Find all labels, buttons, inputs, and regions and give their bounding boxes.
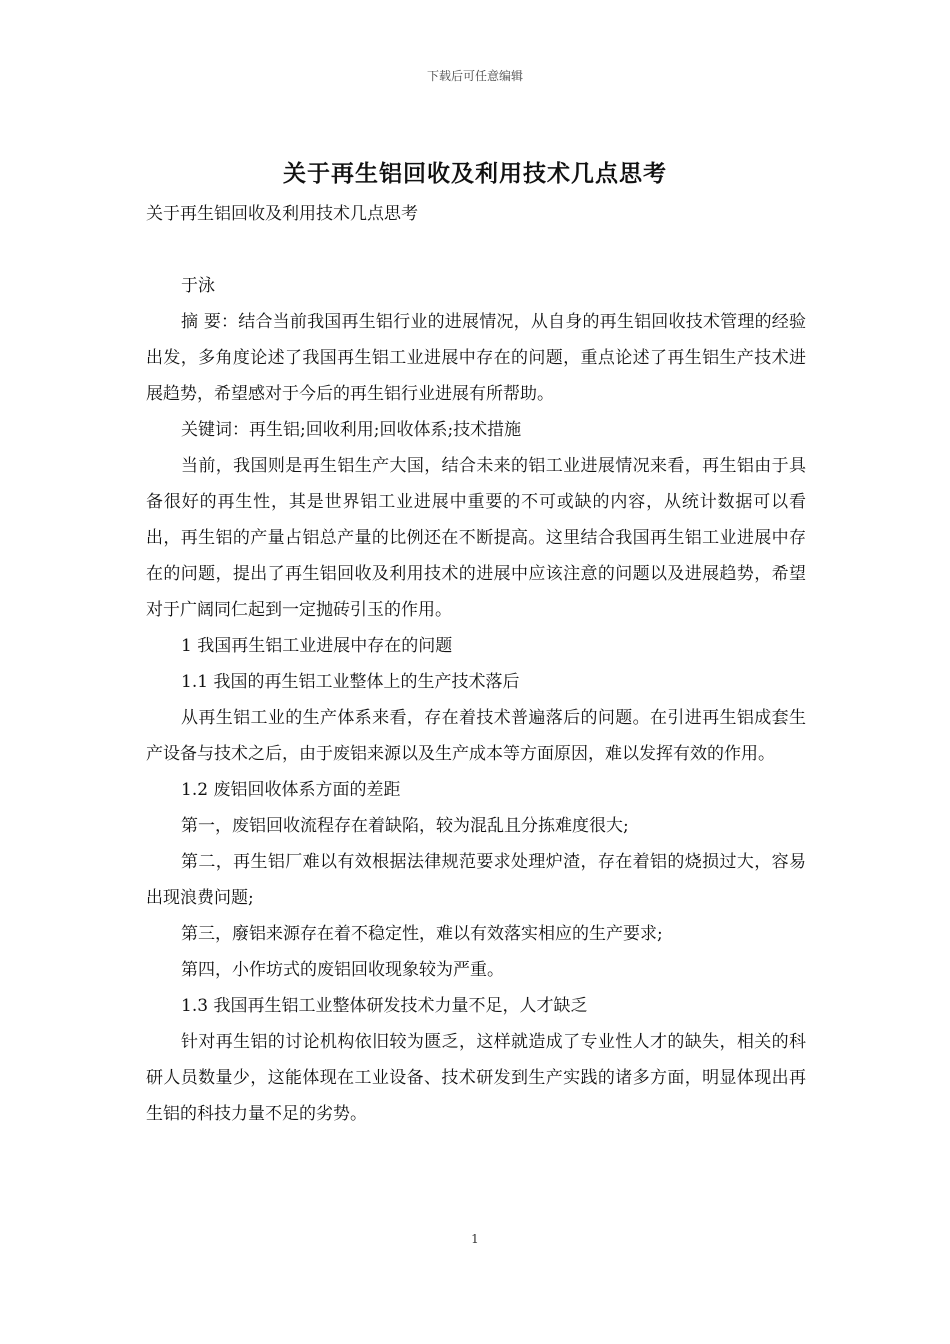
page-number: 1 (471, 1232, 479, 1246)
document-title: 关于再生铝回收及利用技术几点思考 (283, 160, 667, 187)
abstract-paragraph: 摘 要：结合当前我国再生铝行业的进展情况，从自身的再生铝回收技术管理的经验出发，多角度论述了我国再生铝工业进展中存在的问题，重点论述了再生铝生产技术进展趋势，希望感对于今后的再生铝行业进展有所帮助。 (146, 312, 806, 404)
list-item-fourth: 第四，小作坊式的废铝回收现象较为严重。 (181, 960, 504, 980)
author-line: 于泳 (181, 276, 215, 296)
blank-line (146, 232, 806, 268)
subsection-heading-1-1: 1.1 我国的再生铝工业整体上的生产技术落后 (181, 672, 520, 692)
page-header: 下载后可任意编辑 (426, 69, 523, 83)
section-heading-1: 1 我国再生铝工业进展中存在的问题 (181, 636, 453, 656)
document-body (146, 196, 806, 1132)
document-subtitle: 关于再生铝回收及利用技术几点思考 (146, 204, 418, 224)
list-item-third: 第三，廢铝来源存在着不稳定性，难以有效落实相应的生产要求; (181, 924, 663, 944)
subsection-heading-1-2: 1.2 废铝回收体系方面的差距 (181, 780, 401, 800)
body-paragraph: 从再生铝工业的生产体系来看，存在着技术普遍落后的问题。在引进再生铝成套生产设备与技术之后，由于废铝来源以及生产成本等方面原因，难以发挥有效的作用。 (146, 708, 806, 764)
body-paragraph: 针对再生铝的讨论机构依旧较为匮乏，这样就造成了专业性人才的缺失，相关的科研人员数量少，这能体现在工业设备、技术研发到生产实践的诸多方面，明显体现出再生铝的科技力量不足的劣势。 (146, 1032, 806, 1124)
keywords-paragraph: 关键词：再生铝;回收利用;回收体系;技术措施 (181, 420, 522, 440)
list-item-first: 第一，废铝回收流程存在着缺陷，较为混乱且分拣难度很大; (181, 816, 629, 836)
subsection-heading-1-3: 1.3 我国再生铝工业整体研发技术力量不足，人才缺乏 (181, 996, 588, 1016)
list-item-second: 第二，再生铝厂难以有效根据法律规范要求处理炉渣，存在着铝的烧损过大，容易出现浪费问题; (146, 852, 806, 908)
intro-paragraph: 当前，我国则是再生铝生产大国，结合未来的铝工业进展情况来看，再生铝由于具备很好的再生性，其是世界铝工业进展中重要的不可或缺的内容，从统计数据可以看出，再生铝的产量占铝总产量的比例还在不断提高。这里结合我国再生铝工业进展中存在的问题，提出了再生铝回收及利用技术的进展中应该注意的问题以及进展趋势，希望对于广阔同仁起到一定抛砖引玉的作用。 (146, 456, 806, 620)
